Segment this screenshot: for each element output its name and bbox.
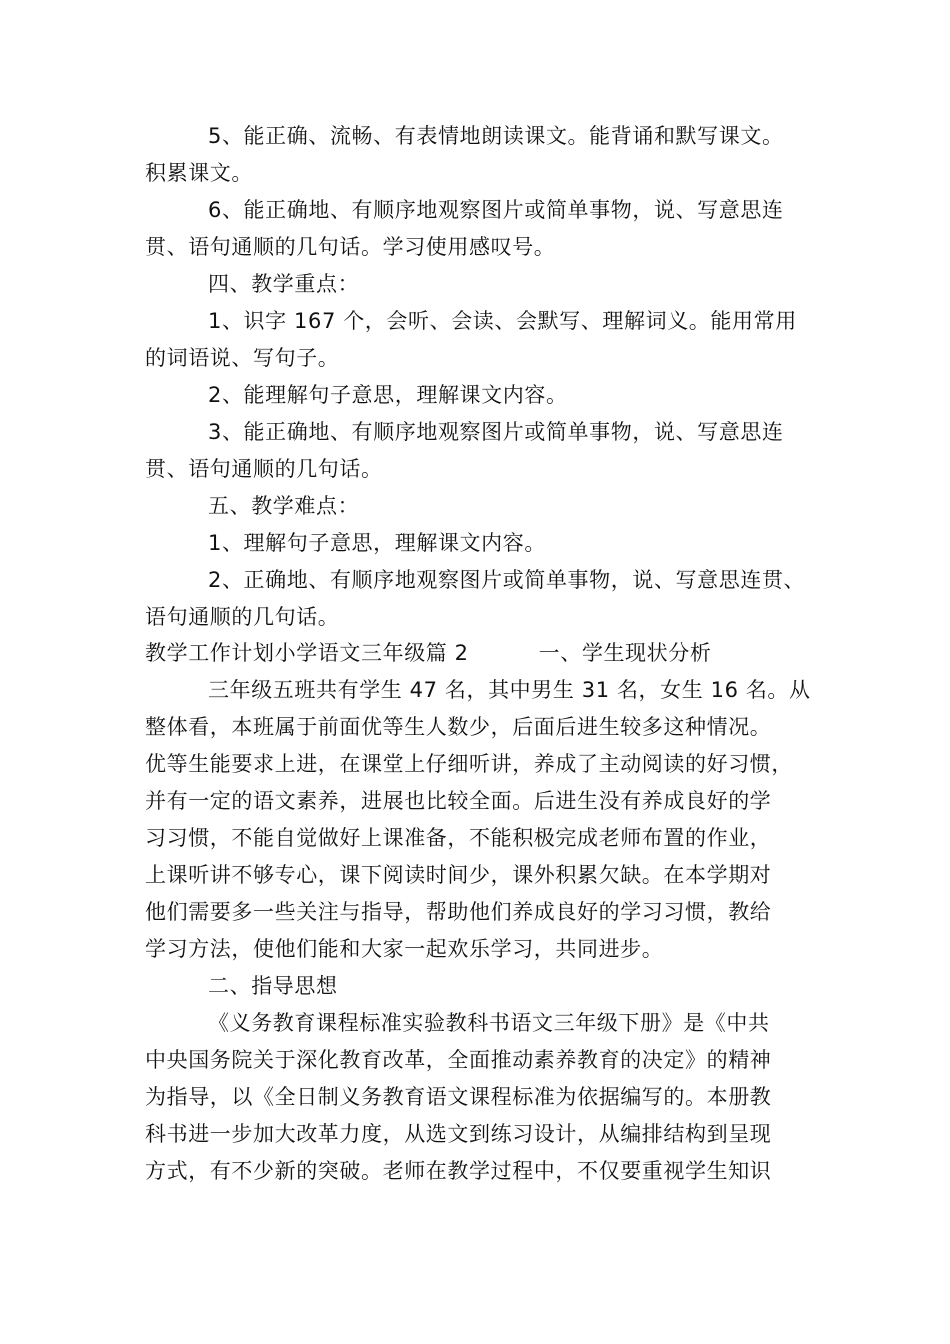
text-line: 2、正确地、有顺序地观察图片或简单事物，说、写意思连贯、	[208, 568, 806, 592]
text-line: 贯、语句通顺的几句话。	[145, 457, 383, 481]
text-line: 整体看，本班属于前面优等生人数少，后面后进生较多这种情况。	[145, 715, 772, 739]
text-line: 习习惯，不能自觉做好上课准备，不能积极完成老师布置的作业，	[145, 826, 772, 850]
text-line: 语句通顺的几句话。	[145, 605, 340, 629]
text-line: 学习方法，使他们能和大家一起欢乐学习，共同进步。	[145, 937, 664, 961]
text-line: 中央国务院关于深化教育改革，全面推动素养教育的决定》的精神	[145, 1048, 772, 1072]
text-line: 科书进一步加大改革力度，从选文到练习设计，从编排结构到呈现	[145, 1122, 772, 1146]
article-heading-line	[145, 638, 865, 668]
text-line: 的词语说、写句子。	[145, 346, 340, 370]
text-line: 为指导，以《全日制义务教育语文课程标准为依据编写的。本册教	[145, 1085, 772, 1109]
text-line: 上课听讲不够专心，课下阅读时间少，课外积累欠缺。在本学期对	[145, 863, 772, 887]
section-heading: 四、教学重点：	[208, 272, 360, 296]
text-line: 1、识字 167 个，会听、会读、会默写、理解词义。能用常用	[208, 309, 797, 333]
text-line: 1、理解句子意思，理解课文内容。	[208, 531, 546, 555]
text-line: 积累课文。	[145, 161, 253, 185]
section-heading: 二、指导思想	[208, 974, 338, 998]
article-title: 教学工作计划小学语文三年级篇 2	[145, 641, 469, 665]
text-line: 5、能正确、流畅、有表情地朗读课文。能背诵和默写课文。	[208, 124, 784, 148]
text-line: 三年级五班共有学生 47 名，其中男生 31 名，女生 16 名。从	[208, 678, 811, 702]
text-line: 贯、语句通顺的几句话。学习使用感叹号。	[145, 235, 556, 259]
text-line: 6、能正确地、有顺序地观察图片或简单事物，说、写意思连	[208, 198, 784, 222]
text-line: 他们需要多一些关注与指导，帮助他们养成良好的学习习惯，教给	[145, 900, 772, 924]
text-line: 3、能正确地、有顺序地观察图片或简单事物，说、写意思连	[208, 420, 784, 444]
text-line: 2、能理解句子意思，理解课文内容。	[208, 383, 568, 407]
text-line: 《义务教育课程标准实验教科书语文三年级下册》是《中共	[208, 1011, 770, 1035]
text-line: 并有一定的语文素养，进展也比较全面。后进生没有养成良好的学	[145, 789, 772, 813]
text-line: 方式，有不少新的突破。老师在教学过程中，不仅要重视学生知识	[145, 1159, 772, 1183]
section-heading: 一、学生现状分析	[538, 641, 712, 665]
text-line: 优等生能要求上进，在课堂上仔细听讲，养成了主动阅读的好习惯，	[145, 752, 793, 776]
section-heading: 五、教学难点：	[208, 494, 360, 518]
